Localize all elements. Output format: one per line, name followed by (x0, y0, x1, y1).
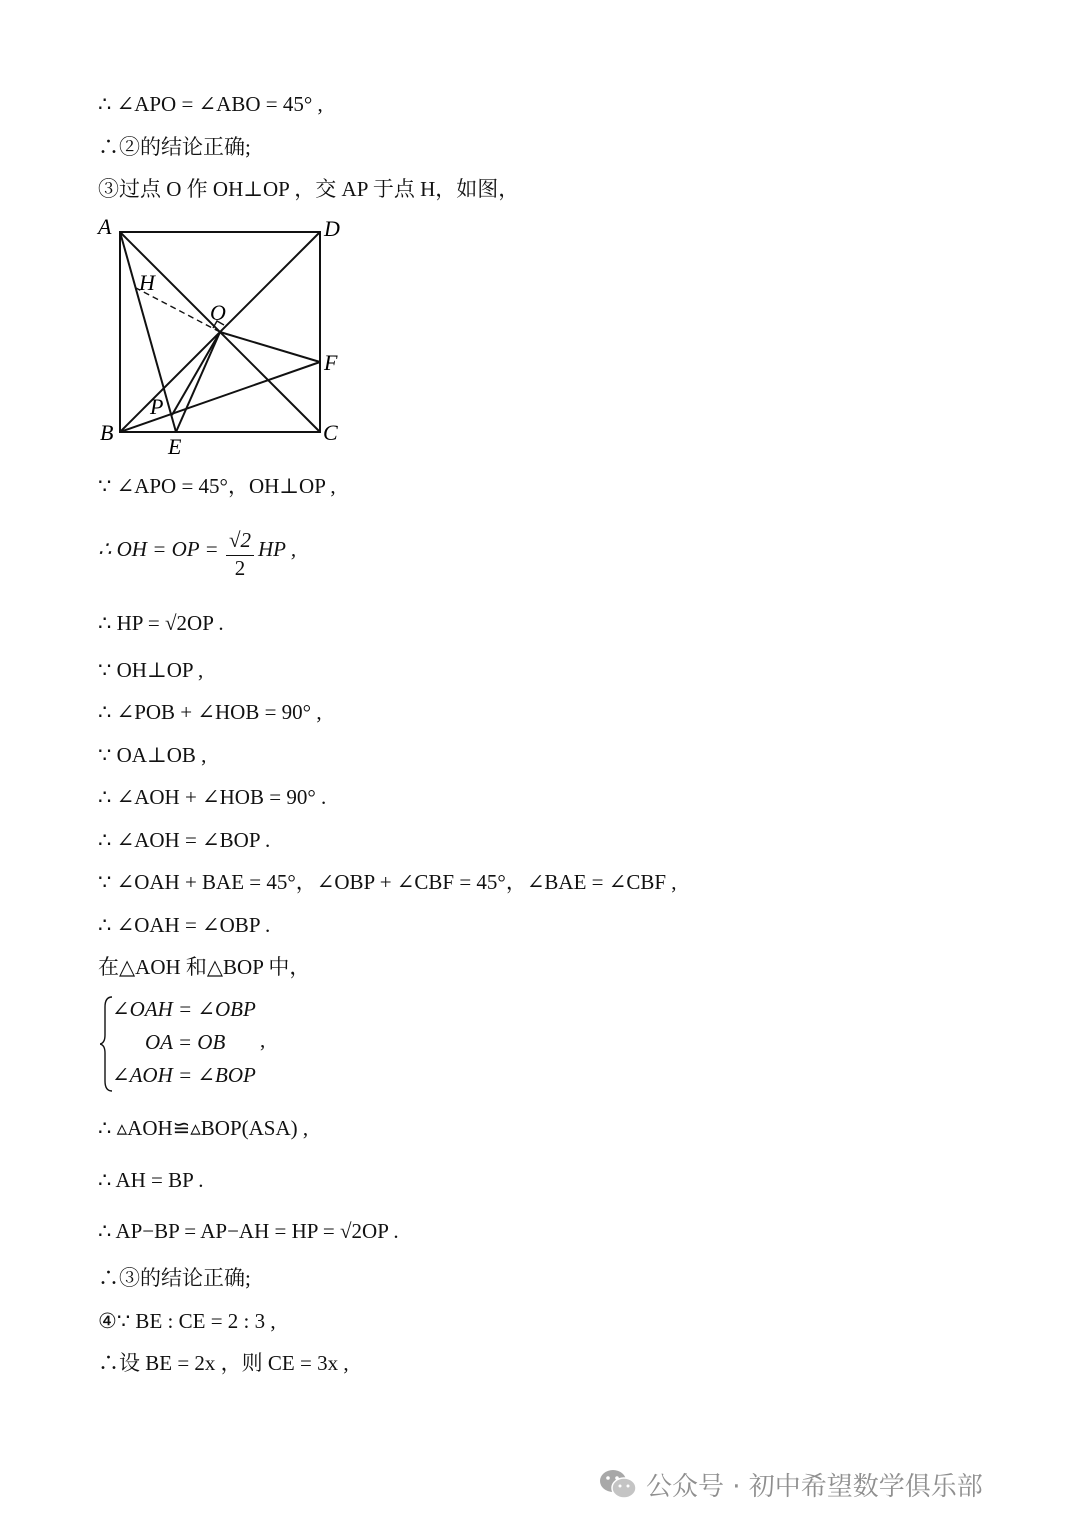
text-line-l6: ∴ HP = √2OP . (98, 611, 224, 635)
text-line-l12: ∵ ∠OAH + BAE = 45°，∠OBP + ∠CBF = 45°，∠BAE = ∠CBF , (98, 870, 677, 894)
text-line-l15: ∴ ▵AOH≌▵BOP(ASA) , (98, 1116, 309, 1140)
fraction-numerator: √2 (228, 528, 252, 552)
text-line-l7: ∵ OH⊥OP , (98, 658, 204, 682)
watermark-text: 公众号 · 初中希望数学俱乐部 (646, 1471, 983, 1502)
label-c: C (323, 420, 338, 445)
system-row-2: OA = OB (145, 1030, 226, 1054)
text-line-l8: ∴ ∠POB + ∠HOB = 90° , (98, 700, 322, 724)
system-row-3: ∠AOH = ∠BOP (112, 1063, 256, 1087)
fraction-suffix: HP , (258, 537, 297, 561)
text-line-l16: ∴ AH = BP . (98, 1168, 204, 1192)
text-line-l18: ∴③的结论正确; (98, 1266, 251, 1290)
text-line-l3: ③过点 O 作 OH⊥OP ，交 AP 于点 H，如图， (98, 177, 520, 201)
label-f: F (324, 350, 338, 375)
label-a: A (98, 214, 112, 239)
geometry-figure (92, 210, 352, 460)
equation-system (100, 995, 300, 1095)
text-line-l14: 在△AOH 和△BOP 中， (98, 955, 311, 979)
watermark (598, 1463, 983, 1505)
system-comma: , (260, 1028, 266, 1052)
system-row-1: ∠OAH = ∠OBP (112, 997, 256, 1021)
label-b: B (100, 420, 114, 445)
text-line-l9: ∵ OA⊥OB , (98, 743, 207, 767)
text-line-l4: ∵ ∠APO = 45°，OH⊥OP , (98, 474, 336, 498)
label-o: O (210, 300, 226, 325)
label-h: H (139, 270, 155, 295)
segment-ae (120, 232, 176, 432)
text-line-l19: ④∵ BE : CE = 2 : 3 , (98, 1309, 276, 1333)
text-line-l2: ∴②的结论正确; (98, 135, 251, 159)
label-d: D (324, 216, 340, 241)
text-line-l1: ∴ ∠APO = ∠ABO = 45° , (98, 92, 323, 116)
text-line-l17: ∴ AP−BP = AP−AH = HP = √2OP . (98, 1219, 399, 1243)
text-line-l20: ∴设 BE = 2x ，则 CE = 3x , (98, 1351, 349, 1375)
fraction-denominator: 2 (234, 556, 246, 580)
text-line-l13: ∴ ∠OAH = ∠OBP . (98, 913, 271, 937)
text-line-l11: ∴ ∠AOH = ∠BOP . (98, 828, 271, 852)
text-line-l10: ∴ ∠AOH + ∠HOB = 90° . (98, 785, 327, 809)
segment-oe (176, 332, 220, 432)
label-e: E (168, 434, 182, 459)
label-p: P (150, 394, 164, 419)
fraction-prefix: ∴ OH = OP = (98, 537, 219, 561)
wechat-icon (598, 1467, 638, 1501)
